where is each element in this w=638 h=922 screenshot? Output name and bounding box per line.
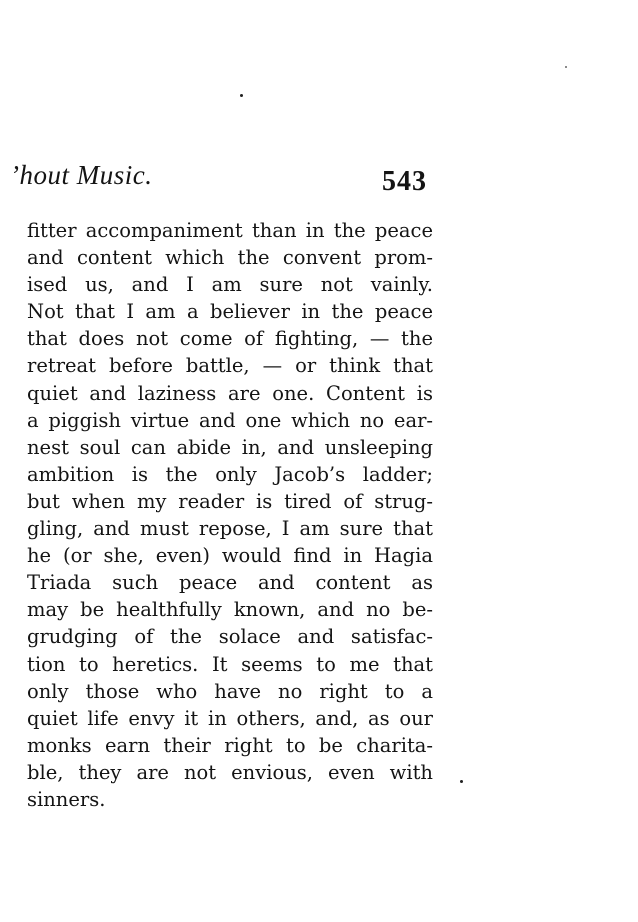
text-line: tion to heretics. It seems to me that xyxy=(27,652,433,676)
text-line: nest soul can abide in, and unsleeping xyxy=(27,435,433,459)
page-number: 543 xyxy=(382,166,427,197)
text-line: grudging of the solace and satisfac- xyxy=(27,625,433,649)
text-line: Not that I am a believer in the peace xyxy=(27,300,433,324)
text-line: ambition is the only Jacob’s ladder; xyxy=(27,462,433,486)
text-line: retreat before battle, — or think that xyxy=(27,354,433,378)
text-line: fitter accompaniment than in the peace xyxy=(27,219,433,242)
text-line: and content which the convent prom- xyxy=(27,246,433,270)
text-line: that does not come of fighting, — the xyxy=(27,327,433,351)
text-line: gling, and must repose, I am sure that xyxy=(27,517,433,541)
running-title: ’hout Music. xyxy=(10,160,153,190)
text-line: quiet and laziness are one. Content is xyxy=(27,381,433,405)
running-head xyxy=(0,160,427,200)
text-line: but when my reader is tired of strug- xyxy=(27,489,433,513)
text-line: may be healthfully known, and no be- xyxy=(27,598,433,622)
text-line: sinners. xyxy=(27,787,106,811)
text-line: he (or she, even) would find in Hagia xyxy=(27,544,433,568)
scan-speck xyxy=(565,66,567,68)
text-line: Triada such peace and content as xyxy=(27,571,433,595)
text-line: only those who have no right to a xyxy=(27,679,433,703)
scan-speck xyxy=(240,94,243,97)
text-line: ble, they are not envious, even with xyxy=(27,760,433,784)
scan-speck xyxy=(460,780,463,783)
body-text xyxy=(27,217,433,813)
text-line: quiet life envy it in others, and, as our xyxy=(27,706,433,730)
text-line: monks earn their right to be charita- xyxy=(27,733,433,757)
text-line: ised us, and I am sure not vainly. xyxy=(27,273,433,297)
text-line: a piggish virtue and one which no ear- xyxy=(27,408,433,432)
